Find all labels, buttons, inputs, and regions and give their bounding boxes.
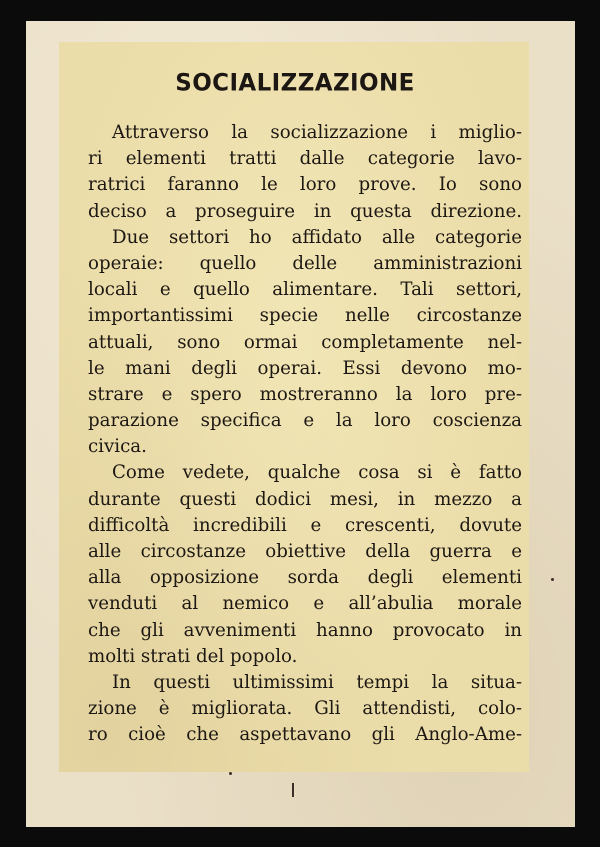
text-line: importantissimi specie nelle circostanze (88, 305, 522, 327)
text-line: strare e spero mostreranno la loro pre- (88, 383, 522, 405)
text-line: ri elementi tratti dalle categorie lavo- (88, 148, 522, 170)
ink-speck (229, 772, 232, 775)
text-line: venduti al nemico e all’abulia morale (88, 593, 522, 615)
text-line: Due settori ho affidato alle categorie (112, 226, 522, 248)
text-line: durante questi dodici mesi, in mezzo a (88, 488, 522, 510)
article-body (88, 120, 522, 749)
text-line: Attraverso la socializzazione i miglio- (112, 122, 522, 143)
text-line: locali e quello alimentare. Tali settori, (88, 279, 522, 301)
text-line: difficoltà incredibili e crescenti, dovute (88, 514, 522, 536)
text-line: ro cioè che aspettavano gli Anglo-Ame- (88, 724, 522, 746)
ink-speck (292, 783, 294, 797)
text-line: Come vedete, qualche cosa si è fatto (112, 462, 522, 484)
text-line: attuali, sono ormai completamente nel- (88, 331, 522, 353)
text-line: In questi ultimissimi tempi la situa- (112, 671, 522, 693)
text-line: le mani degli operai. Essi devono mo- (88, 357, 522, 379)
text-line: alla opposizione sorda degli elementi (88, 567, 522, 589)
ink-speck (551, 578, 554, 581)
text-line: che gli avvenimenti hanno provocato in (88, 619, 522, 641)
page-title: SOCIALIZZAZIONE (175, 69, 415, 97)
text-line: civica. (88, 436, 147, 458)
text-line: alle circostanze obiettive della guerra e (88, 541, 522, 562)
text-line: parazione specifica e la loro coscienza (88, 410, 522, 432)
text-line: molti strati del popolo. (88, 645, 298, 667)
text-line: operaie: quello delle amministrazioni (88, 252, 522, 274)
text-line: deciso a proseguire in questa direzione. (88, 200, 522, 222)
text-line: ratrici faranno le loro prove. Io sono (88, 174, 522, 196)
text-line: zione è migliorata. Gli attendisti, colo- (88, 698, 522, 720)
